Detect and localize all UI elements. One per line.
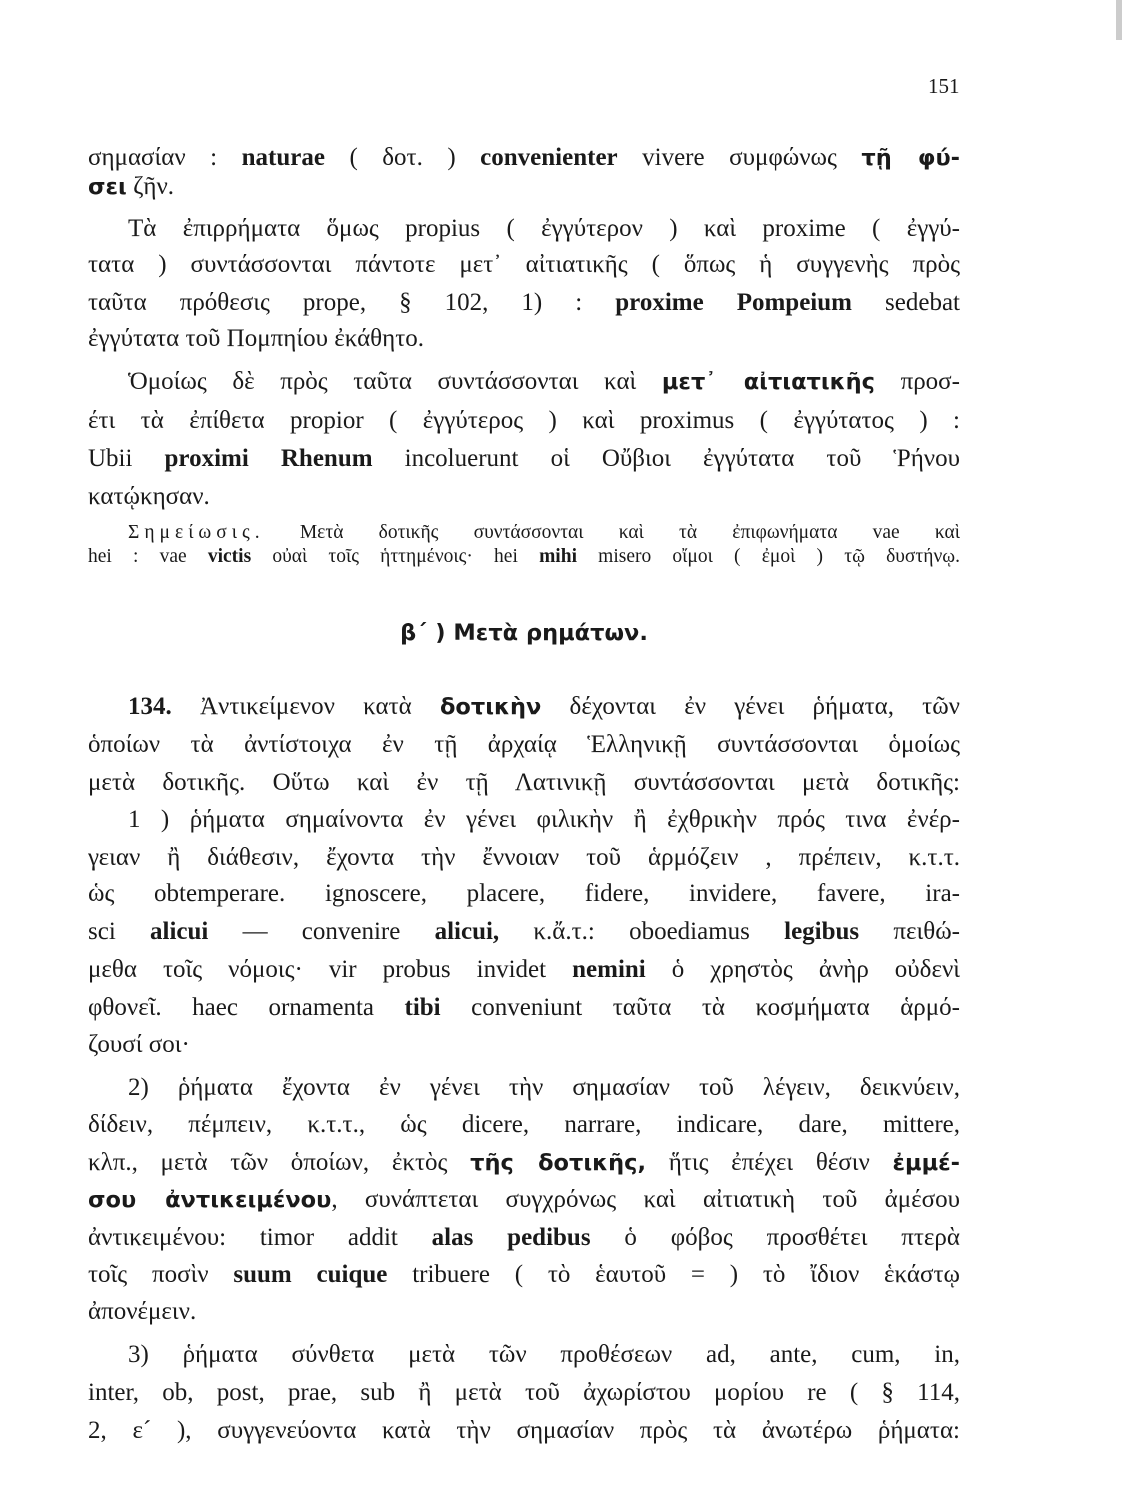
text-run: 2, ε´ ), συγγενεύοντα κατὰ τὴν σημασίαν πρὸς τὰ ἀνωτέρω ῥήματα: (88, 1417, 960, 1444)
text-line (88, 914, 960, 950)
text-run: ἐγγύτατα τοῦ Πομπηίου ἐκάθητο. (88, 325, 425, 352)
text-run: inter, ob, post, prae, sub ἢ μετὰ τοῦ ἀχωρίστου μορίου re ( § 114, (88, 1379, 960, 1406)
text-line (128, 802, 960, 838)
bold-latin-text: legibus (784, 918, 860, 945)
text-run: conveniunt ταῦτα τὰ κοσμήματα ἁρμό- (440, 994, 960, 1021)
text-run: Τὰ ἐπιρρήματα ὅμως propius ( ἐγγύτερον ) καὶ proxime ( ἐγγύ- (128, 215, 960, 242)
text-run: ἀντικειμένου: timor addit (88, 1224, 432, 1251)
bold-latin-text: alicui (150, 918, 209, 945)
bold-latin-text: proxime Pompeium (615, 289, 852, 316)
bold-greek-text: τῇ φύ- (861, 145, 960, 171)
text-run: ταῦτα πρόθεσις prope, § 102, 1) : (88, 289, 616, 316)
bold-latin-text: mihi (539, 546, 577, 567)
text-run: Ubii (88, 445, 165, 472)
text-line (88, 1145, 960, 1181)
text-line (88, 1107, 960, 1143)
bold-greek-text: β´ ) Μετὰ ρημάτων. (400, 620, 648, 646)
text-run: tribuere ( τὸ ἑαυτοῦ = ) τὸ ἴδιον ἑκάστῳ (387, 1261, 960, 1288)
text-run: έτι τὰ ἐπίθετα propior ( ἐγγύτερος ) καὶ proximus ( ἐγγύτατος ) : (88, 407, 960, 434)
text-line (88, 727, 960, 763)
text-line (88, 1375, 960, 1411)
text-line (88, 840, 960, 876)
bold-latin-text: convenienter (480, 144, 618, 171)
text-run: , συνάπτεται συγχρόνως καὶ αἰτιατικὴ τοῦ ἀμέσου (331, 1186, 960, 1213)
text-run: φθονεῖ. haec ornamenta (88, 994, 405, 1021)
text-line (88, 990, 960, 1026)
bold-greek-text: δοτικὴν (439, 694, 542, 720)
text-line (88, 169, 960, 205)
text-run: ὡς obtemperare. ignoscere, placere, fidere, invidere, favere, ira- (88, 880, 960, 907)
text-line (88, 952, 960, 988)
text-run: ἥτις ἐπέχει θέσιν (646, 1149, 893, 1176)
text-run: τατα ) συντάσσονται πάντοτε μετ᾽ αἰτιατικῆς ( ὅπως ἡ συγγενὴς πρὸς (88, 251, 960, 278)
bold-latin-text: victis (207, 546, 252, 567)
text-run: 3) ῥήματα σύνθετα μετὰ τῶν προθέσεων ad, ante, cum, in, (128, 1341, 960, 1368)
text-run: ζουσί σοι· (88, 1031, 190, 1058)
text-run: Ἀντικείμενον κατὰ (171, 693, 440, 720)
text-line (88, 765, 960, 801)
bold-latin-text: alas pedibus (431, 1224, 591, 1251)
text-run: γειαν ἢ διάθεσιν, ἔχοντα τὴν ἔννοιαν τοῦ ἁρμόζειν , πρέπειν, κ.τ.τ. (88, 844, 960, 871)
text-run: 1 ) ῥήματα σημαίνοντα ἐν γένει φιλικὴν ἢ ἐχθρικὴν πρός τινα ἐνέρ- (128, 806, 960, 833)
text-line (88, 1413, 960, 1449)
text-run: ( δοτ. ) (324, 144, 481, 171)
text-line (88, 1294, 960, 1330)
text-run: δίδειν, πέμπειν, κ.τ.τ., ὡς dicere, narrare, indicare, dare, mittere, (88, 1111, 960, 1138)
text-line (88, 441, 960, 477)
text-run: κατῴκησαν. (88, 483, 210, 510)
bold-latin-text: proximi Rhenum (164, 445, 373, 472)
text-line (88, 876, 960, 912)
text-line (88, 479, 960, 515)
text-run: προσ- (875, 368, 960, 395)
text-run: Ὁμοίως δὲ πρὸς ταῦτα συντάσσονται καὶ (128, 368, 662, 395)
text-line (88, 1220, 960, 1256)
text-run: 2) ῥήματα ἔχοντα ἐν γένει τὴν σημασίαν τοῦ λέγειν, δεικνύειν, (128, 1074, 960, 1101)
text-line (128, 364, 960, 400)
text-run: μεθα τοῖς νόμοις· vir probus invidet (88, 956, 573, 983)
text-line (88, 539, 960, 575)
text-run: μετὰ δοτικῆς. Οὕτω καὶ ἐν τῇ Λατινικῇ συντάσσονται μετὰ δοτικῆς: (88, 769, 960, 796)
text-line (88, 321, 960, 357)
text-run: hei : vae (88, 546, 208, 567)
bold-latin-text: suum cuique (233, 1261, 388, 1288)
page-number: 151 (928, 74, 960, 98)
text-line (88, 403, 960, 439)
text-run: οὐαὶ τοῖς ἡττημένοις· hei (251, 546, 540, 567)
text-run: κ.ἄ.τ.: oboediamus (499, 918, 785, 945)
text-line (88, 1027, 960, 1063)
text-run: misero οἴμοι ( ἐμοὶ ) τῷ δυστήνῳ. (577, 546, 960, 567)
text-run: sedebat (852, 289, 960, 316)
text-run: Μετὰ δοτικῆς συντάσσονται καὶ τὰ ἐπιφωνήματα vae καὶ (264, 522, 960, 543)
bold-latin-text: nemini (572, 956, 646, 983)
scan-edge (1116, 0, 1122, 40)
bold-greek-text: σει (88, 174, 127, 200)
text-run: — convenire (208, 918, 435, 945)
text-line (88, 1257, 960, 1293)
bold-greek-text: μετ᾽ αἰτιατικῆς (661, 369, 875, 395)
text-line (128, 211, 960, 247)
bold-latin-text: alicui, (434, 918, 500, 945)
text-run: δέχονται ἐν γένει ῥήματα, τῶν (541, 693, 960, 720)
text-run: vivere συμφώνως (617, 144, 862, 171)
bold-greek-text: τῆς δοτικῆς, (470, 1150, 647, 1176)
text-run: sci (88, 918, 150, 945)
text-run: ζῆν. (126, 173, 175, 200)
text-line (128, 1337, 960, 1373)
bold-greek-text: ἐμμέ- (892, 1150, 960, 1176)
text-run: ὁ χρηστὸς ἀνὴρ οὐδενὶ (645, 956, 960, 983)
text-line (88, 285, 960, 321)
text-run: incoluerunt οἱ Οὔβιοι ἐγγύτατα τοῦ Ῥήνου (372, 445, 960, 472)
text-line (88, 1182, 960, 1218)
text-run: σημασίαν : (88, 144, 242, 171)
text-run: πειθώ- (859, 918, 960, 945)
bold-latin-text: tibi (404, 994, 441, 1021)
text-line (128, 1070, 960, 1106)
text-run: ἀπονέμειν. (88, 1298, 197, 1325)
bold-latin-text: 134. (128, 693, 172, 720)
bold-greek-text: σου ἀντικειμένου (88, 1187, 332, 1213)
text-run: ὁποίων τὰ ἀντίστοιχα ἐν τῇ ἀρχαίᾳ Ἑλληνικῇ συντάσσονται ὁμοίως (88, 731, 960, 758)
paragraph-134-start (128, 689, 960, 725)
text-run: ὁ φόβος προσθέτει πτερὰ (590, 1224, 960, 1251)
text-run: κλπ., μετὰ τῶν ὁποίων, ἐκτὸς (88, 1149, 471, 1176)
note-label: Σημείωσις. (128, 522, 265, 543)
bold-latin-text: naturae (241, 144, 325, 171)
section-heading (88, 615, 960, 651)
text-line (88, 247, 960, 283)
text-run: τοῖς ποσὶν (88, 1261, 234, 1288)
